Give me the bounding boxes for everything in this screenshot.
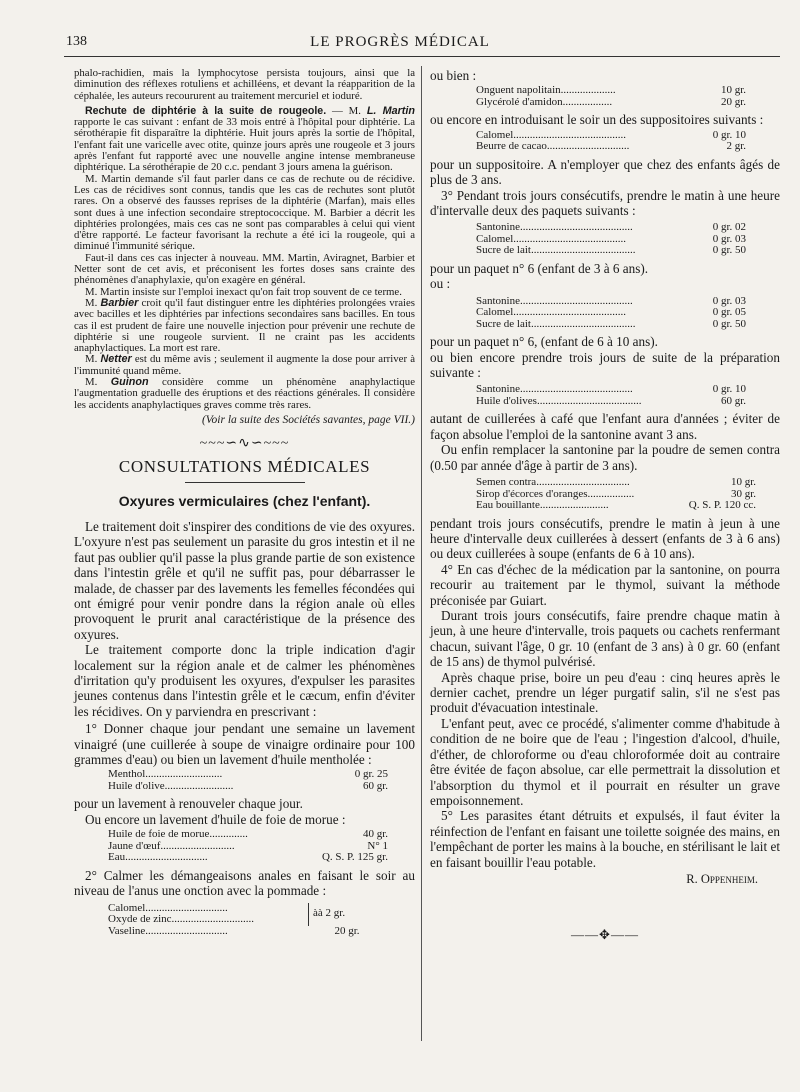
article-subtitle: Oxyures vermiculaires (chez l'enfant). <box>118 492 371 509</box>
paragraph: pendant trois jours consécutifs, prendre le matin à jeun à une heure d'intervalle deux cuillerées à dessert (enfants de 3 à 6 ans) ou deux cuillerées à soupe (enfants de 6 à 10 ans). <box>430 515 780 562</box>
prescription-line: Beurre de cacao.............................. 2 gr. <box>476 140 746 153</box>
continuation-reference: (Voir la suite des Sociétés savantes, page VII.) <box>201 413 415 426</box>
prescription-line: Huile d'olives...................................... 60 gr. <box>476 394 746 407</box>
paragraph: pour un paquet n° 6, (enfant de 6 à 10 ans). <box>430 334 658 350</box>
author-signature: R. Oppenheim. <box>686 871 758 886</box>
prescription-line: Calomel.............................. àà 2 gr. <box>108 903 393 915</box>
column-divider <box>421 66 422 1041</box>
prescription-line: Calomel......................................... 0 gr. 05 <box>476 306 746 319</box>
paragraph: M. Barbier croit qu'il faut distinguer entre les diphtéries prolongées vraies avec bacilles et les diphtéries par infections secondaires sans bacilles. En tous cas il est prudent de faire une nouvelle injection pour prévenir une rechute de diphtérie si une rougeole survient. Il ne craint pas les accidents anaphylactiques. La mort est rare. <box>74 296 416 355</box>
author-name: Barbier <box>100 296 139 309</box>
paragraph: Durant trois jours consécutifs, faire prendre chaque matin à jeun, à une heure d'intervalle, trois paquets ou cachets renfermant chacun, suivant l'âge, 0 gr. 10 (enfant de 3 ans) à 0 gr. 60 (enfant de 15 ans) de thymol pulvérisé. <box>430 608 780 670</box>
paragraph: Le traitement doit s'inspirer des conditions de vie des oxyures. L'oxyure n'est pas seulement un parasite du gros intestin et il ne faut pas oublier qu'il passe la plus grande partie de son existence dans l'intestin grêle et qu'il ne suffit pas, pour débarrasser le malade, de chasser par des lavements les femelles fécondées qui ont émigré pour venir pondre dans la région anale où elles provoquent le prurit anal caractéristique de la présence des oxyures. <box>74 518 415 642</box>
prescription-line: Santonine......................................... 0 gr. 02 <box>476 221 746 234</box>
header-rule <box>64 56 780 57</box>
prescription-line: Menthol............................ 0 gr. 25 <box>108 768 388 781</box>
prescription-line: Sucre de lait...................................... 0 gr. 50 <box>476 244 746 257</box>
paragraph: ou encore en introduisant le soir un des suppositoires suivants : <box>430 112 764 128</box>
prescription-line: Vaseline.............................. 20 gr. <box>108 924 360 937</box>
author-name: Netter <box>100 353 132 366</box>
prescription-morue <box>108 829 388 864</box>
paragraph: Ou enfin remplacer la santonine par la poudre de semen contra (0.50 par année d'âge à partir de 3 ans). <box>430 442 780 473</box>
prescription-line: Glycérolé d'amidon.................. 20 gr. <box>476 95 746 108</box>
paragraph: phalo-rachidien, mais la lymphocytose persista toujours, ainsi que la diminution des réflexes rotuliens et achilléens, et devant la réapparition de la céphalée, les auteurs recoururent au traitement mercuriel et ioduré. <box>74 67 415 102</box>
paragraph: M. Martin demande s'il faut parler dans ce cas de rechute ou de récidive. Les cas de récidives sont connus, tandis que les cas de rechutes sont plutôt rares. On a observé des fausses reprises de la diphtérie (Marfan), mais elles sont dues à une infection secondaire streptococcique. M. Barbier a décrit les diphtéries prolongées, mais ces cas ne sont pas comparables à celui qui vient d'être rapporté. Le facteur favorisant la rechute a été ici la rougeole, qui a diminué l'immunité sérique. <box>74 172 415 253</box>
prescription-line: Jaune d'œuf........................... N° 1 <box>108 839 388 852</box>
prescription-suppositoire <box>476 130 746 153</box>
paragraph-rechute: Rechute de diphtérie à la suite de rougeole. — M. L. Martin rapporte le cas suivant : enfant de 33 mois entré à l'hôpital pour diphtérie. La sérothérapie fit disparaître la diphtérie. Huit jours après la sortie de l'hôpital, l'enfant fait une varicelle avec otite, quinze jours après une rougeole et 3 jours après l'enfant fut rapporté avec une nouvelle angine intense membraneuse diphtérique. La sérothérapie de 20 c.c. pendant 3 jours amena la guérison. <box>74 104 415 174</box>
journal-title: LE PROGRÈS MÉDICAL <box>310 34 490 50</box>
paragraph: pour un lavement à renouveler chaque jour. <box>74 796 303 812</box>
prescription-line: Eau bouillante......................... Q. S. P. 120 cc. <box>476 499 756 512</box>
prescription-line: Calomel......................................... 0 gr. 10 <box>476 128 746 141</box>
paragraph: 4° En cas d'échec de la médication par la santonine, on pourra recourir au traitement par le thymol, suivant la méthode préconisée par Guiart. <box>430 561 780 608</box>
shared-quantity: àà 2 gr. <box>309 903 394 926</box>
paragraph: ou : <box>430 276 451 292</box>
prescription-line: Eau.............................. Q. S. P. 125 gr. <box>108 851 388 864</box>
paragraph: ou bien encore prendre trois jours de suite de la préparation suivante : <box>430 349 780 381</box>
paragraph: autant de cuillerées à café que l'enfant aura d'années ; éviter de façon absolue l'emploi de la santonine avant 3 ans. <box>430 411 780 442</box>
section-rule <box>185 482 305 483</box>
prescription-line: Oxyde de zinc.............................. <box>108 913 255 926</box>
paragraph: M. Martin insiste sur l'emploi inexact qu'on fait trop souvent de ce terme. <box>85 285 402 298</box>
prescription-semen-contra <box>476 477 756 512</box>
paragraph: M. Guinon considère comme un phénomène anaphylactique l'augmentation graduelle des éruptions et des réactions générales. Il considère les accidents anaphylactiques graves comme très rares. <box>74 376 416 411</box>
paragraph: 5° Les parasites étant détruits et expulsés, il faut éviter la réinfection de l'enfant en faisant une toilette soignée des mains, en l'empêchant de porter les mains à la bouche, en stérilisant le lait et en faisant bouillir l'eau potable. <box>430 808 780 870</box>
prescription-santonine-1 <box>476 222 746 257</box>
right-column <box>430 68 780 943</box>
left-column <box>74 68 415 941</box>
prescription-santonine-2 <box>476 296 746 331</box>
paragraph: Ou encore un lavement d'huile de foie de morue : <box>85 811 346 827</box>
paragraph: 1° Donner chaque jour pendant une semaine un lavement vinaigré (une cuillerée à soupe de vinaigre ordinaire pour 100 grammes d'eau) ou bien un lavement d'huile mentholée : <box>74 721 415 767</box>
paragraph: pour un paquet n° 6 (enfant de 3 à 6 ans). <box>430 260 649 276</box>
prescription-line: Semen contra.................................. 10 gr. <box>476 476 756 489</box>
prescription-menthol <box>108 769 388 792</box>
paragraph: M. Netter est du même avis ; seulement il augmente la dose pour arriver à l'immunité quand même. <box>74 353 415 377</box>
paragraph: pour un suppositoire. A n'employer que chez des enfants âgés de plus de 3 ans. <box>430 156 780 188</box>
page-number: 138 <box>66 34 87 49</box>
prescription-line: Sirop d'écorces d'oranges................. 30 gr. <box>476 487 756 500</box>
paragraph: 3° Pendant trois jours consécutifs, prendre le matin à une heure d'intervalle deux des paquets suivants : <box>430 187 780 219</box>
author-name: L. Martin <box>366 104 415 117</box>
prescription-line: Santonine......................................... 0 gr. 10 <box>476 383 746 396</box>
prescription-pommade <box>108 903 393 938</box>
prescription-line: Onguent napolitain.................... 10 gr. <box>476 84 746 97</box>
paragraph: 2° Calmer les démangeaisons anales en faisant le soir au niveau de l'anus une onction avec la pommade : <box>74 867 415 899</box>
prescription-line: Huile de foie de morue.............. 40 gr. <box>108 828 388 841</box>
prescription-onguent <box>476 85 746 108</box>
prescription-line: Huile d'olive......................... 60 gr. <box>108 779 388 792</box>
paragraph: L'enfant peut, avec ce procédé, s'alimenter comme d'habitude à condition de ne boire que de l'eau ; l'ingestion d'alcool, d'huile, d'éther, de chloroforme ou d'eau chloroformée doit au contraire être évitée de façon absolue, car elle permettrait la dissolution et l'absorption du thymol et il pourrait en résulter un grave empoisonnement. <box>430 715 780 808</box>
page-header <box>0 34 800 54</box>
author-name: Guinon <box>110 376 149 389</box>
prescription-line: Sucre de lait...................................... 0 gr. 50 <box>476 317 746 330</box>
prescription-santonine-3 <box>476 384 746 407</box>
paragraph: Après chaque prise, boire un peu d'eau : cinq heures après le dernier cachet, prendre un léger purgatif salin, s'il ne s'est pas produit d'évacuation intestinale. <box>430 669 780 716</box>
end-ornament: ——✥—— <box>571 926 639 942</box>
paragraph: Le traitement comporte donc la triple indication d'agir localement sur la région anale et de calmer les phénomènes d'irritation qu'y produisent les oxyures, d'expulser les parasites jeunes contenus dans l'intestin grêle et le cæcum, enfin d'éviter les récidives. On y parviendra en prescrivant : <box>74 642 415 719</box>
section-title: CONSULTATIONS MÉDICALES <box>118 456 371 476</box>
paragraph: ou bien : <box>430 68 477 83</box>
prescription-line: Calomel......................................... 0 gr. 03 <box>476 232 746 245</box>
paragraph: Faut-il dans ces cas injecter à nouveau. MM. Martin, Aviragnet, Barbier et Netter sont de cet avis, et préconisent les fortes doses sans crainte des phénomènes d'anaphylaxie, qu'on exagère en général. <box>74 251 415 287</box>
section-ornament: ~~~∽∿∽~~~ <box>199 435 290 451</box>
article-title: Rechute de diphtérie à la suite de rougeole. <box>85 104 327 117</box>
prescription-line: Santonine......................................... 0 gr. 03 <box>476 294 746 307</box>
